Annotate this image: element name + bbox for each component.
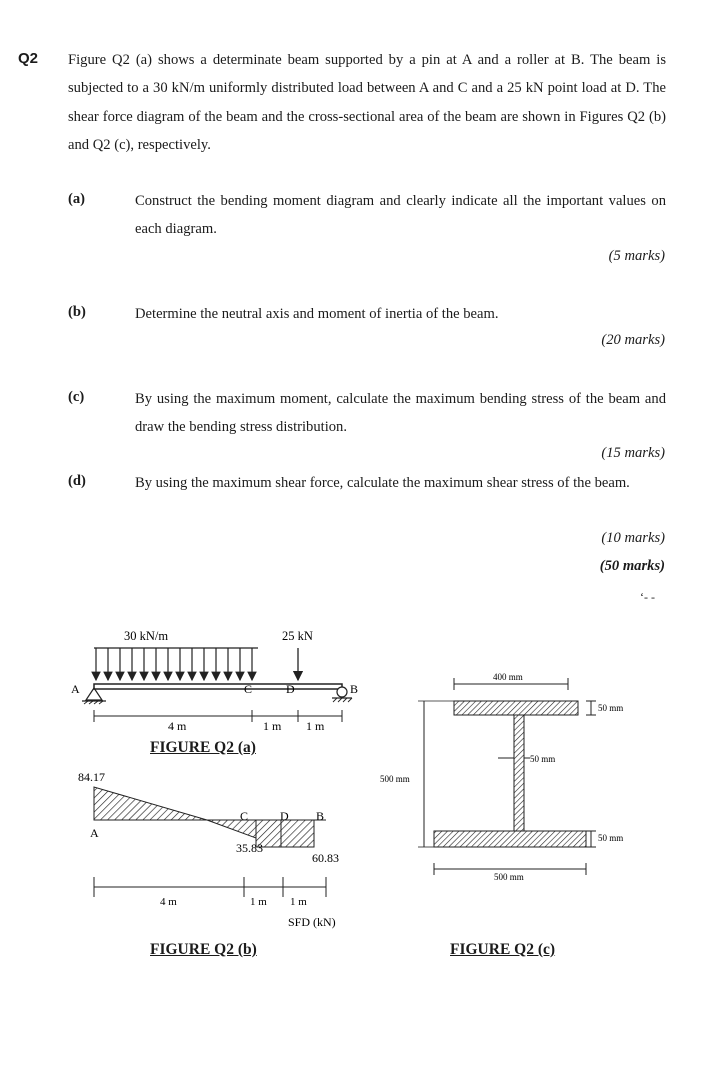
bottom-flange (434, 831, 586, 847)
dim-flange-thickness-top: 50 mm (598, 703, 624, 713)
part-d-label: (d) (68, 473, 86, 489)
part-c-label: (c) (68, 389, 85, 405)
sfd-positive-region (94, 787, 207, 820)
sfd-negative-region-b (281, 820, 314, 847)
sfd-dim-cd: 1 m (250, 896, 267, 908)
roller-support-b (337, 687, 347, 697)
sfd-value-b: 60.83 (312, 851, 339, 865)
sfd-point-d: D (280, 809, 289, 823)
question-number: Q2 (18, 50, 39, 67)
dim-web-thickness: 50 mm (530, 754, 556, 764)
part-d-marks: (10 marks) (601, 530, 665, 546)
beam-point-a: A (71, 682, 80, 696)
pin-support-a (86, 688, 102, 700)
part-c-text: By using the maximum moment, calculate the maximum bending stress of the beam and draw the bending stress distribution. (135, 391, 666, 436)
sfd-caption: SFD (kN) (288, 915, 336, 929)
figure-c-cross-section (370, 665, 660, 890)
beam-member (94, 684, 342, 689)
point-load-label: 25 kN (282, 629, 313, 643)
part-b-text: Determine the neutral axis and moment of inertia of the beam. (135, 306, 499, 322)
part-a-marks: (5 marks) (608, 248, 665, 264)
udl-arrows (96, 648, 252, 680)
sfd-dimension-line (94, 877, 326, 897)
dim-total-height: 500 mm (380, 774, 410, 784)
sfd-value-a: 84.17 (78, 770, 105, 784)
web (514, 715, 524, 831)
question-intro: Figure Q2 (a) shows a determinate beam supported by a pin at A and a roller at B. The beam is subjected to a 30 kN/m uniformly distributed load between A and C and a 25 kN point load at D. The shear force diagram of the beam and the cross-sectional area of the beam are shown in Figures Q2 (b) and Q2 (c), respectively. (68, 52, 666, 153)
udl-label: 30 kN/m (124, 629, 169, 643)
sfd-value-c: 35.83 (236, 841, 263, 855)
part-a-text: Construct the bending moment diagram and clearly indicate all the important values on each diagram. (135, 193, 666, 238)
part-a-label: (a) (68, 191, 86, 207)
total-marks: (50 marks) (599, 558, 665, 574)
figure-b-title: FIGURE Q2 (b) (150, 941, 257, 958)
figure-a-beam-diagram (60, 620, 380, 740)
beam-dimension-line (94, 710, 342, 722)
top-flange (454, 701, 578, 715)
stray-mark: ‘- - (640, 590, 655, 604)
dim-flange-thickness-bottom: 50 mm (598, 833, 624, 843)
part-b-label: (b) (68, 304, 86, 320)
dim-flange-width-bottom: 500 mm (494, 872, 524, 882)
sfd-point-c: C (240, 809, 249, 823)
dim-flange-width-top: 400 mm (493, 672, 523, 682)
part-c-marks: (15 marks) (601, 445, 665, 461)
beam-point-c: C (244, 682, 253, 696)
figure-a-title: FIGURE Q2 (a) (150, 739, 256, 756)
figure-b-shear-diagram (70, 765, 370, 940)
beam-dim-ac: 4 m (168, 719, 187, 733)
beam-dim-db: 1 m (306, 719, 325, 733)
beam-point-d: D (286, 682, 295, 696)
figure-c-title: FIGURE Q2 (c) (450, 941, 556, 958)
sfd-dim-db: 1 m (290, 896, 307, 908)
beam-dim-cd: 1 m (263, 719, 282, 733)
part-b-marks: (20 marks) (601, 332, 665, 348)
beam-point-b: B (350, 682, 359, 696)
sfd-point-b: B (316, 809, 325, 823)
sfd-point-a: A (90, 826, 99, 840)
part-d-text: By using the maximum shear force, calculate the maximum shear stress of the beam. (135, 475, 630, 491)
sfd-dim-ac: 4 m (160, 896, 177, 908)
sfd-negative-region-cd (207, 820, 256, 838)
